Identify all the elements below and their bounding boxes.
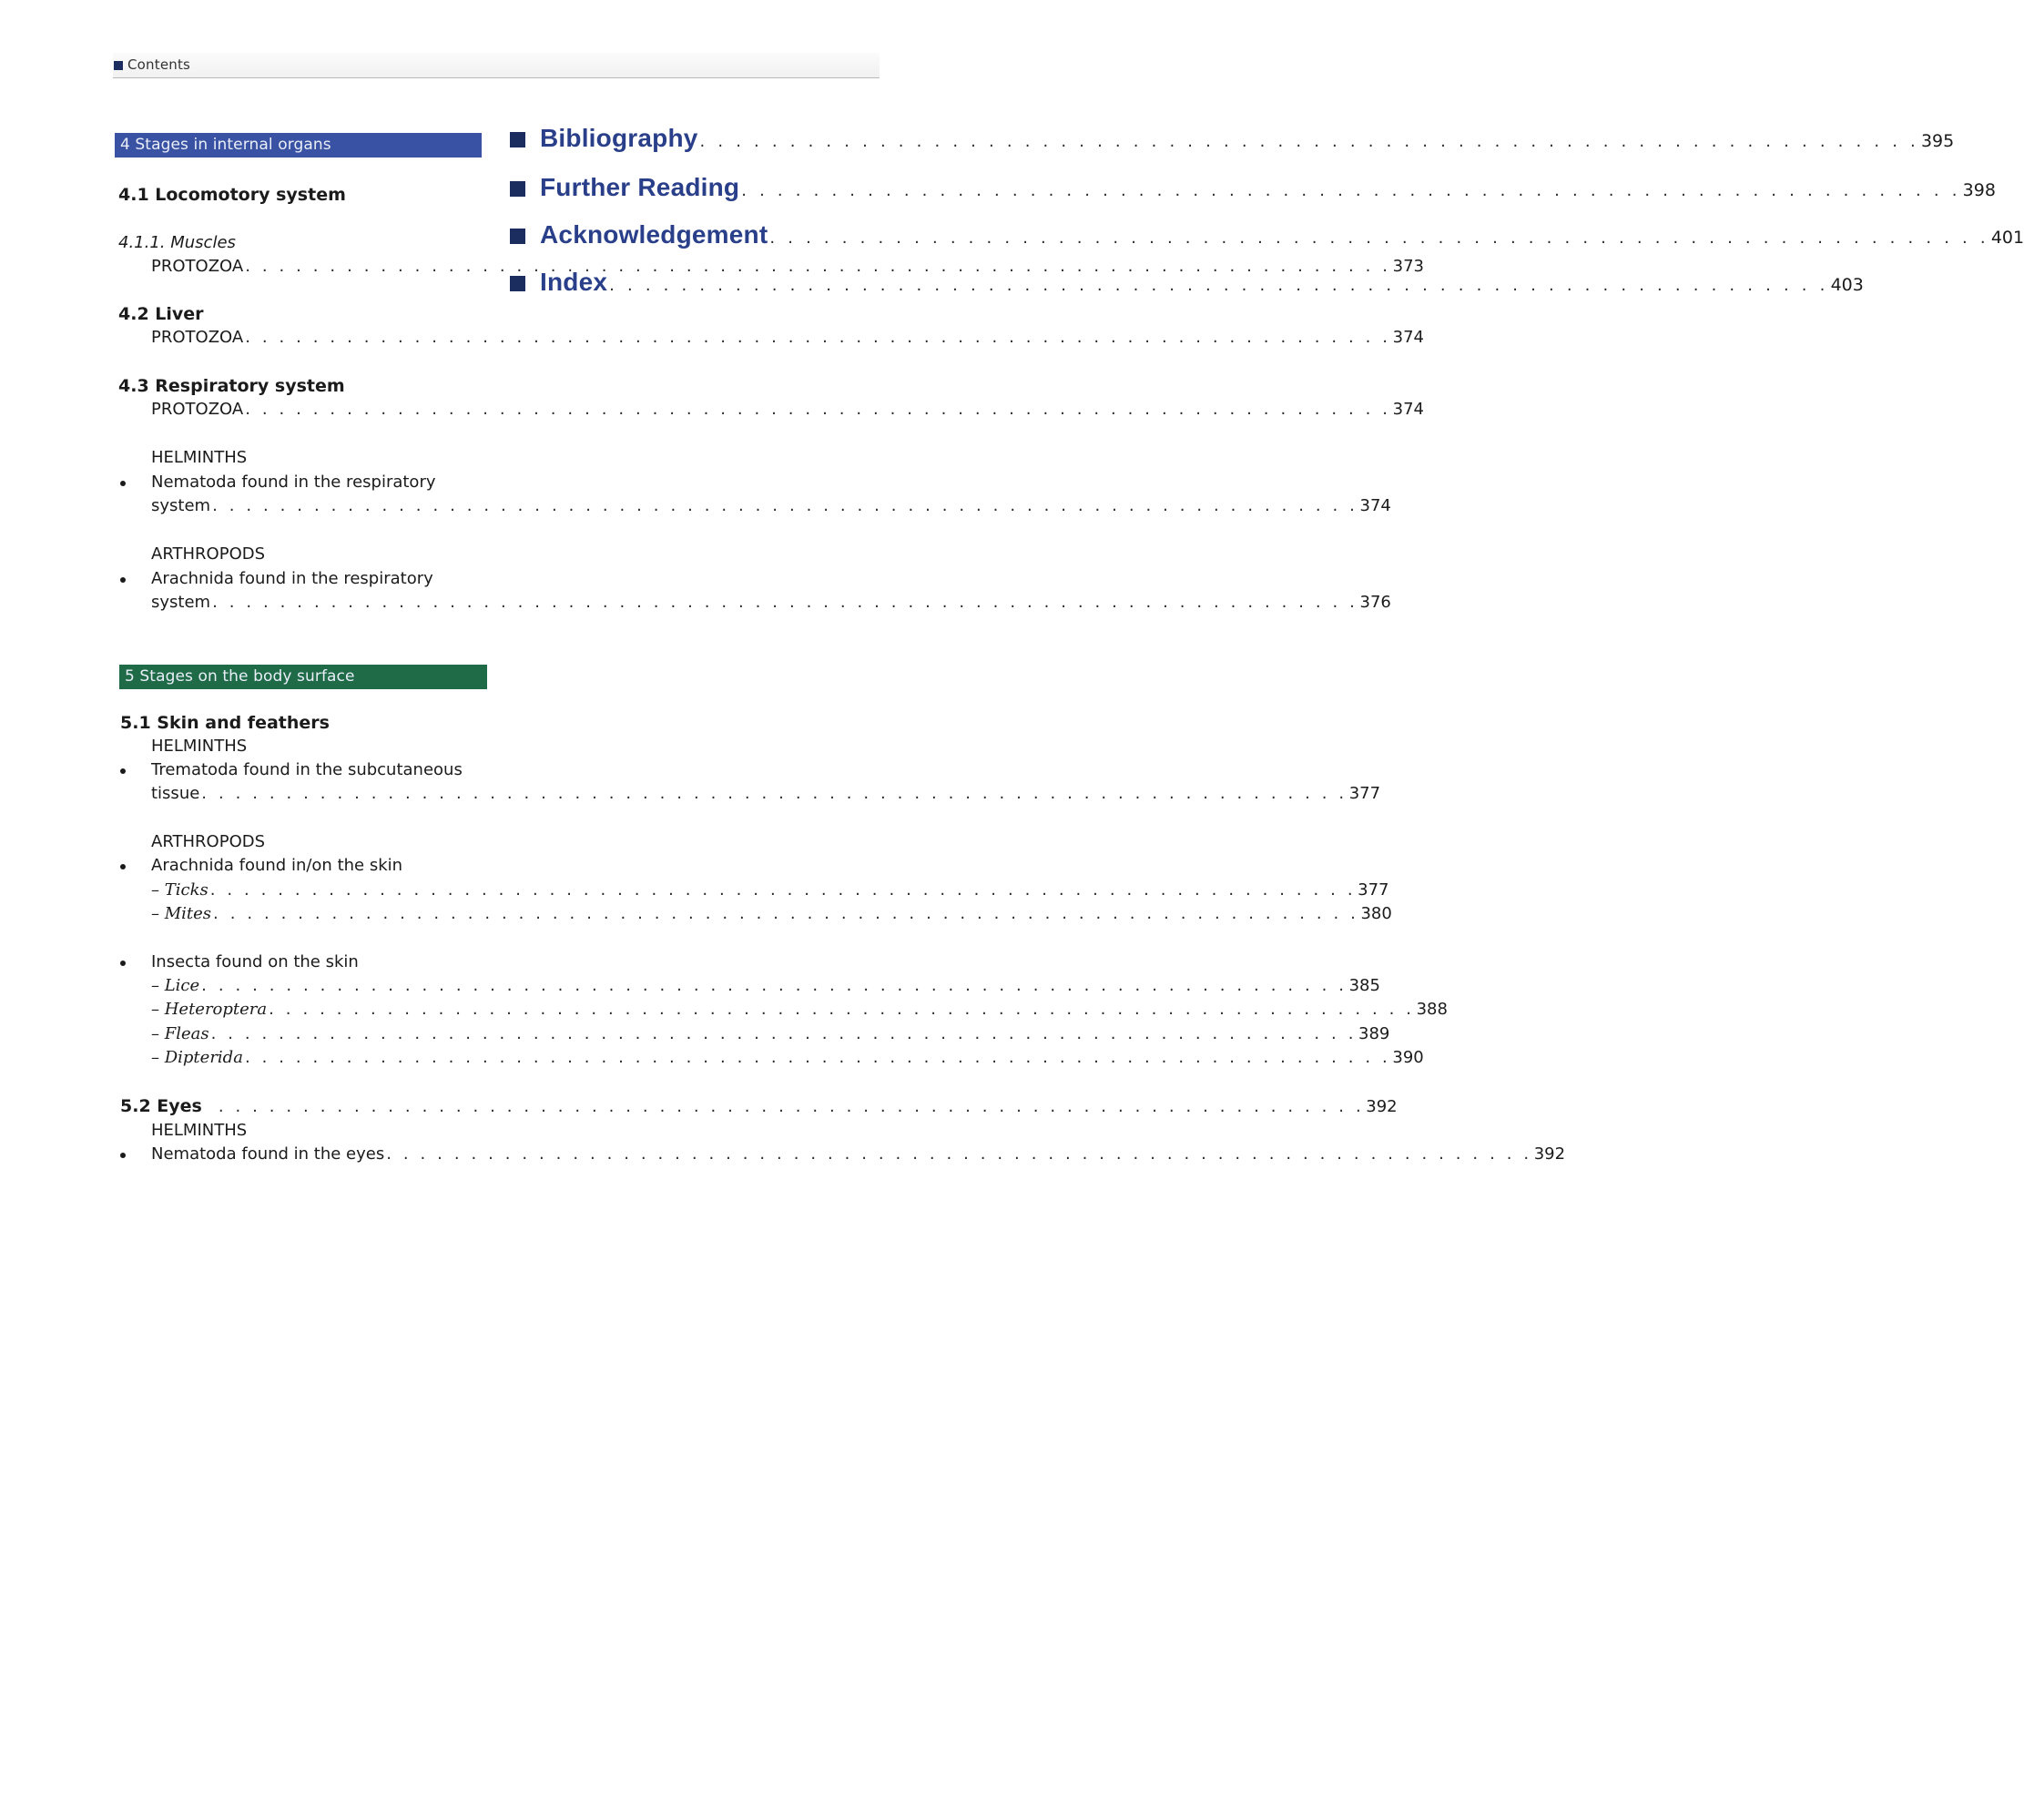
heading-4-3: 4.3 Respiratory system — [118, 375, 345, 396]
toc-entry[interactable] — [115, 1046, 1424, 1070]
dot-leader: . . . . . . . . . . . . . . . . . . . . . . . . . . . . . . . . . . . . . . . . . . . . . . . . . . . . . . . . . . . . . . . . . . . . — [210, 1023, 1358, 1043]
bullet-text: Insecta found on the skin — [151, 951, 359, 971]
toc-entry-page: 373 — [1392, 257, 1424, 276]
dot-leader: . . . . . . . . . . . . . . . . . . . . . . . . . . . . . . . . . . . . . . . . . . . . . . . . . . . . . . . . . . . . . . . . . . . . — [218, 1096, 1365, 1116]
bullet-icon — [120, 577, 126, 583]
toc-entry-page: 374 — [1359, 496, 1391, 516]
back-matter-label: Further Reading — [540, 173, 740, 201]
toc-entry-label: PROTOZOA — [151, 399, 244, 419]
toc-entry[interactable] — [115, 398, 1424, 422]
dot-leader: . . . . . . . . . . . . . . . . . . . . . . . . . . . . . . . . . . . . . . . . . . . . . . . . . . . . . . . . . . . . . . . . . . . . — [245, 328, 1391, 348]
toc-entry-label: – Mites — [151, 904, 212, 924]
square-bullet-icon — [510, 132, 525, 147]
bullet-item — [115, 471, 486, 494]
toc-entry-page: 380 — [1360, 904, 1392, 924]
dot-leader: . . . . . . . . . . . . . . . . . . . . . . . . . . . . . . . . . . . . . . . . . . . . . . . . . . . . . . . . . . . . . . . . . . . . — [245, 399, 1391, 419]
toc-entry-page: 374 — [1392, 328, 1424, 348]
dot-leader: . . . . . . . . . . . . . . . . . . . . . . . . . . . . . . . . . . . . . . . . . . . . . . . . . . . . . . . . . . . . . . . . . . . . — [741, 181, 1961, 200]
toc-entry-label: – Lice — [151, 975, 200, 995]
toc-entry-page: 392 — [1533, 1144, 1566, 1164]
heading-4-2: 4.2 Liver — [118, 304, 204, 325]
dot-leader: . . . . . . . . . . . . . . . . . . . . . . . . . . . . . . . . . . . . . . . . . . . . . . . . . . . . . . . . . . . . . . . . . . . . — [769, 229, 1989, 248]
bullet-text: Arachnida found in/on the skin — [151, 856, 403, 876]
toc-entry-label: Nematoda found in the eyes — [151, 1144, 385, 1164]
toc-entry-page: 388 — [1416, 1000, 1448, 1020]
section-5-banner: 5 Stages on the body surface — [119, 665, 487, 689]
toc-entry[interactable] — [115, 974, 1380, 998]
toc-entry-label: – Ticks — [151, 879, 209, 900]
toc-entry-label: system — [151, 593, 211, 613]
toc-entry[interactable] — [115, 998, 1448, 1022]
back-matter-label: Acknowledgement — [540, 220, 768, 249]
bullet-item — [115, 567, 486, 591]
heading-5-1: 5.1 Skin and feathers — [120, 712, 330, 733]
toc-entry-label: – Fleas — [151, 1023, 209, 1043]
toc-entry-page: 374 — [1392, 399, 1424, 419]
bullet-item — [115, 854, 486, 878]
toc-entry-page: 377 — [1348, 784, 1381, 804]
toc-entry-label: system — [151, 496, 211, 516]
toc-entry-page: 376 — [1359, 593, 1391, 613]
toc-entry[interactable] — [115, 326, 1424, 350]
back-matter-entry[interactable] — [510, 173, 1996, 220]
header-label: Contents — [127, 56, 191, 73]
toc-entry[interactable] — [115, 1022, 1390, 1046]
back-matter-label: Bibliography — [540, 124, 698, 152]
subheading-4-1-1: 4.1.1. Muscles — [118, 233, 236, 252]
dot-leader: . . . . . . . . . . . . . . . . . . . . . . . . . . . . . . . . . . . . . . . . . . . . . . . . . . . . . . . . . . . . . . . . . . . . — [209, 879, 1357, 900]
bullet-text: Nematoda found in the respiratory — [151, 472, 436, 492]
bullet-item — [115, 758, 486, 782]
toc-entry-label: PROTOZOA — [151, 257, 244, 276]
toc-entry-label: PROTOZOA — [151, 328, 244, 348]
heading-4-1: 4.1 Locomotory system — [118, 185, 346, 205]
group-arthropods: ARTHROPODS — [151, 831, 266, 851]
toc-entry-label: tissue — [151, 784, 200, 804]
back-matter-page: 403 — [1830, 275, 1864, 295]
dot-leader: . . . . . . . . . . . . . . . . . . . . . . . . . . . . . . . . . . . . . . . . . . . . . . . . . . . . . . . . . . . . . . . . . . . . — [245, 257, 1391, 276]
dot-leader: . . . . . . . . . . . . . . . . . . . . . . . . . . . . . . . . . . . . . . . . . . . . . . . . . . . . . . . . . . . . . . . . . . . . — [699, 132, 1919, 151]
toc-entry-page: 385 — [1348, 975, 1380, 995]
section-4-banner: 4 Stages in internal organs — [115, 133, 482, 158]
back-matter-page: 398 — [1962, 180, 1996, 200]
toc-entry-heading[interactable] — [115, 1094, 1398, 1119]
dot-leader: . . . . . . . . . . . . . . . . . . . . . . . . . . . . . . . . . . . . . . . . . . . . . . . . . . . . . . . . . . . . . . . . . . . . — [609, 276, 1829, 295]
dot-leader: . . . . . . . . . . . . . . . . . . . . . . . . . . . . . . . . . . . . . . . . . . . . . . . . . . . . . . . . . . . . . . . . . . . . — [212, 496, 1358, 516]
dot-leader: . . . . . . . . . . . . . . . . . . . . . . . . . . . . . . . . . . . . . . . . . . . . . . . . . . . . . . . . . . . . . . . . . . . . — [212, 593, 1358, 613]
toc-entry-page: 389 — [1358, 1023, 1390, 1043]
toc-entry-label: – Dipterida — [151, 1048, 243, 1068]
toc-entry-page: 390 — [1392, 1048, 1424, 1068]
back-matter-page: 395 — [1920, 131, 1955, 151]
back-matter-entry[interactable] — [510, 268, 1864, 315]
header-square-icon — [114, 61, 123, 70]
toc-entry-page: 392 — [1366, 1096, 1398, 1116]
bullet-icon — [120, 1153, 126, 1158]
group-arthropods: ARTHROPODS — [151, 544, 266, 564]
back-matter-label: Index — [540, 268, 608, 296]
toc-entry[interactable] — [115, 591, 1391, 615]
toc-entry[interactable] — [115, 782, 1381, 806]
dot-leader: . . . . . . . . . . . . . . . . . . . . . . . . . . . . . . . . . . . . . . . . . . . . . . . . . . . . . . . . . . . . . . . . . . . . — [244, 1048, 1391, 1068]
back-matter-page: 401 — [1990, 228, 2024, 248]
group-helminths: HELMINTHS — [151, 448, 248, 468]
bullet-icon — [120, 864, 126, 869]
bullet-text: Arachnida found in the respiratory — [151, 568, 433, 588]
back-matter-entry[interactable] — [510, 124, 1955, 173]
square-bullet-icon — [510, 181, 525, 197]
dot-leader: . . . . . . . . . . . . . . . . . . . . . . . . . . . . . . . . . . . . . . . . . . . . . . . . . . . . . . . . . . . . . . . . . . . . — [213, 904, 1359, 924]
toc-entry[interactable] — [115, 1143, 1566, 1166]
bullet-item — [115, 951, 486, 974]
bullet-text: Trematoda found in the subcutaneous — [151, 760, 463, 780]
toc-entry-page: 377 — [1358, 879, 1389, 900]
toc-entry[interactable] — [115, 879, 1389, 902]
toc-entry[interactable] — [115, 255, 1424, 279]
running-header — [113, 53, 880, 78]
bullet-icon — [120, 481, 126, 486]
dot-leader: . . . . . . . . . . . . . . . . . . . . . . . . . . . . . . . . . . . . . . . . . . . . . . . . . . . . . . . . . . . . . . . . . . . . — [201, 975, 1348, 995]
group-helminths: HELMINTHS — [151, 1120, 248, 1140]
bullet-icon — [120, 768, 126, 774]
group-helminths: HELMINTHS — [151, 736, 248, 756]
dot-leader: . . . . . . . . . . . . . . . . . . . . . . . . . . . . . . . . . . . . . . . . . . . . . . . . . . . . . . . . . . . . . . . . . . . . — [386, 1144, 1532, 1164]
heading-5-2: 5.2 Eyes — [120, 1095, 202, 1116]
toc-entry[interactable] — [115, 494, 1391, 518]
bullet-icon — [120, 961, 126, 966]
toc-entry[interactable] — [115, 902, 1392, 926]
dot-leader: . . . . . . . . . . . . . . . . . . . . . . . . . . . . . . . . . . . . . . . . . . . . . . . . . . . . . . . . . . . . . . . . . . . . — [201, 784, 1348, 804]
toc-entry-label: – Heteroptera — [151, 1000, 268, 1020]
dot-leader: . . . . . . . . . . . . . . . . . . . . . . . . . . . . . . . . . . . . . . . . . . . . . . . . . . . . . . . . . . . . . . . . . . . . — [269, 1000, 1415, 1020]
square-bullet-icon — [510, 229, 525, 244]
square-bullet-icon — [510, 276, 525, 291]
